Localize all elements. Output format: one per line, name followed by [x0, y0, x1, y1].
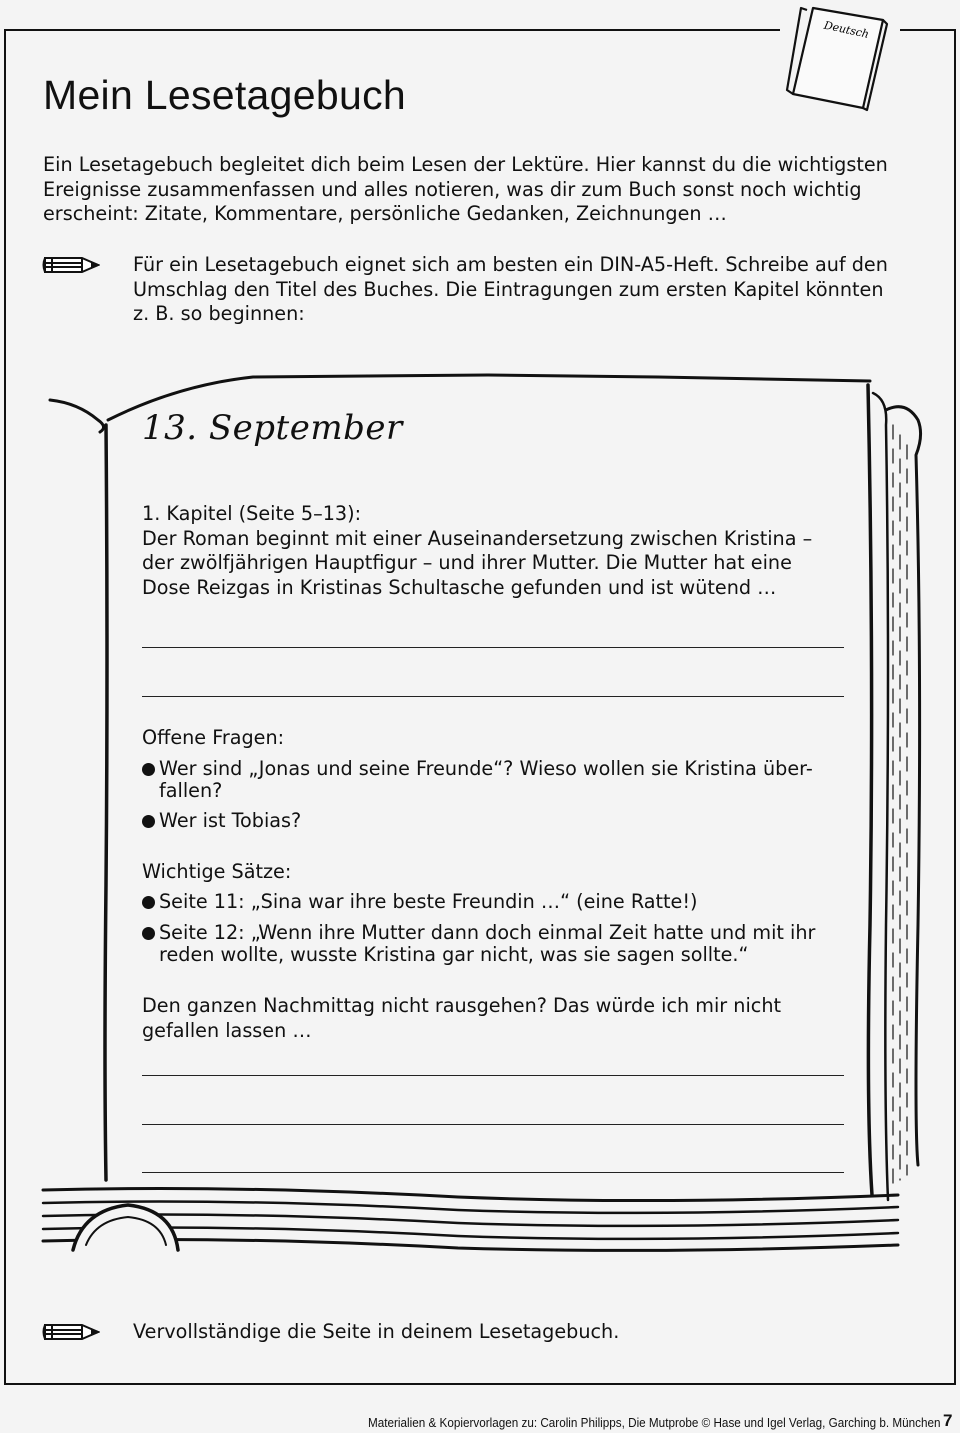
diary-date: 13. September: [142, 408, 403, 448]
intro-line: Ereignisse zusammenfassen und alles notieren, was dir zum Buch sonst noch wichtig: [43, 177, 862, 201]
task-instruction-2: Vervollständige die Seite in deinem Lesetagebuch.: [133, 1320, 620, 1343]
pencil-icon: [42, 1320, 100, 1344]
intro-line: Ein Lesetagebuch begleitet dich beim Lesen der Lektüre. Hier kannst du die wichtigsten: [43, 153, 888, 176]
writing-line: [142, 647, 844, 648]
footer-credit: Materialien & Kopiervorlagen zu: Carolin Philipps, Die Mutprobe © Hase und Igel Verlag, Garching b. München: [368, 1415, 941, 1430]
open-questions-heading: Offene Fragen:: [142, 726, 285, 749]
task-line: Für ein Lesetagebuch eignet sich am besten ein DIN-A5-Heft. Schreibe auf den: [133, 253, 888, 276]
intro-line: erscheint: Zitate, Kommentare, persönliche Gedanken, Zeichnungen …: [43, 202, 727, 226]
writing-line: [142, 1124, 844, 1125]
task-line: z. B. so beginnen:: [133, 302, 305, 326]
bullet-icon: [142, 815, 155, 828]
personal-comment: Den ganzen Nachmittag nicht rausgehen? Das würde ich mir nicht gefallen lassen …: [142, 994, 782, 1042]
pencil-icon: [42, 253, 100, 277]
summary-line: Dose Reizgas in Kristinas Schultasche gefunden und ist wütend …: [142, 576, 777, 600]
bullet-icon: [142, 896, 155, 909]
page-title: Mein Lesetagebuch: [43, 72, 406, 118]
summary-line: Der Roman beginnt mit einer Auseinandersetzung zwischen Kristina –: [142, 526, 813, 550]
writing-line: [142, 1172, 844, 1173]
key-sentences-heading: Wichtige Sätze:: [142, 860, 292, 883]
writing-line: [142, 696, 844, 697]
writing-line: [142, 1075, 844, 1076]
task-line: Umschlag den Titel des Buches. Die Eintragungen zum ersten Kapitel könnten: [133, 277, 884, 301]
bullet-icon: [142, 763, 155, 776]
page-number: 7: [943, 1411, 953, 1430]
intro-paragraph: [43, 153, 923, 227]
summary-line: 1. Kapitel (Seite 5–13):: [142, 502, 362, 525]
notebook-icon: [785, 2, 895, 114]
bullet-icon: [142, 927, 155, 940]
chapter-summary: [142, 502, 842, 601]
task-instruction-1: [133, 253, 933, 327]
summary-line: der zwölfjährigen Hauptfigur – und ihrer Mutter. Die Mutter hat eine: [142, 551, 792, 575]
notebook-label: Deutsch: [822, 18, 871, 41]
